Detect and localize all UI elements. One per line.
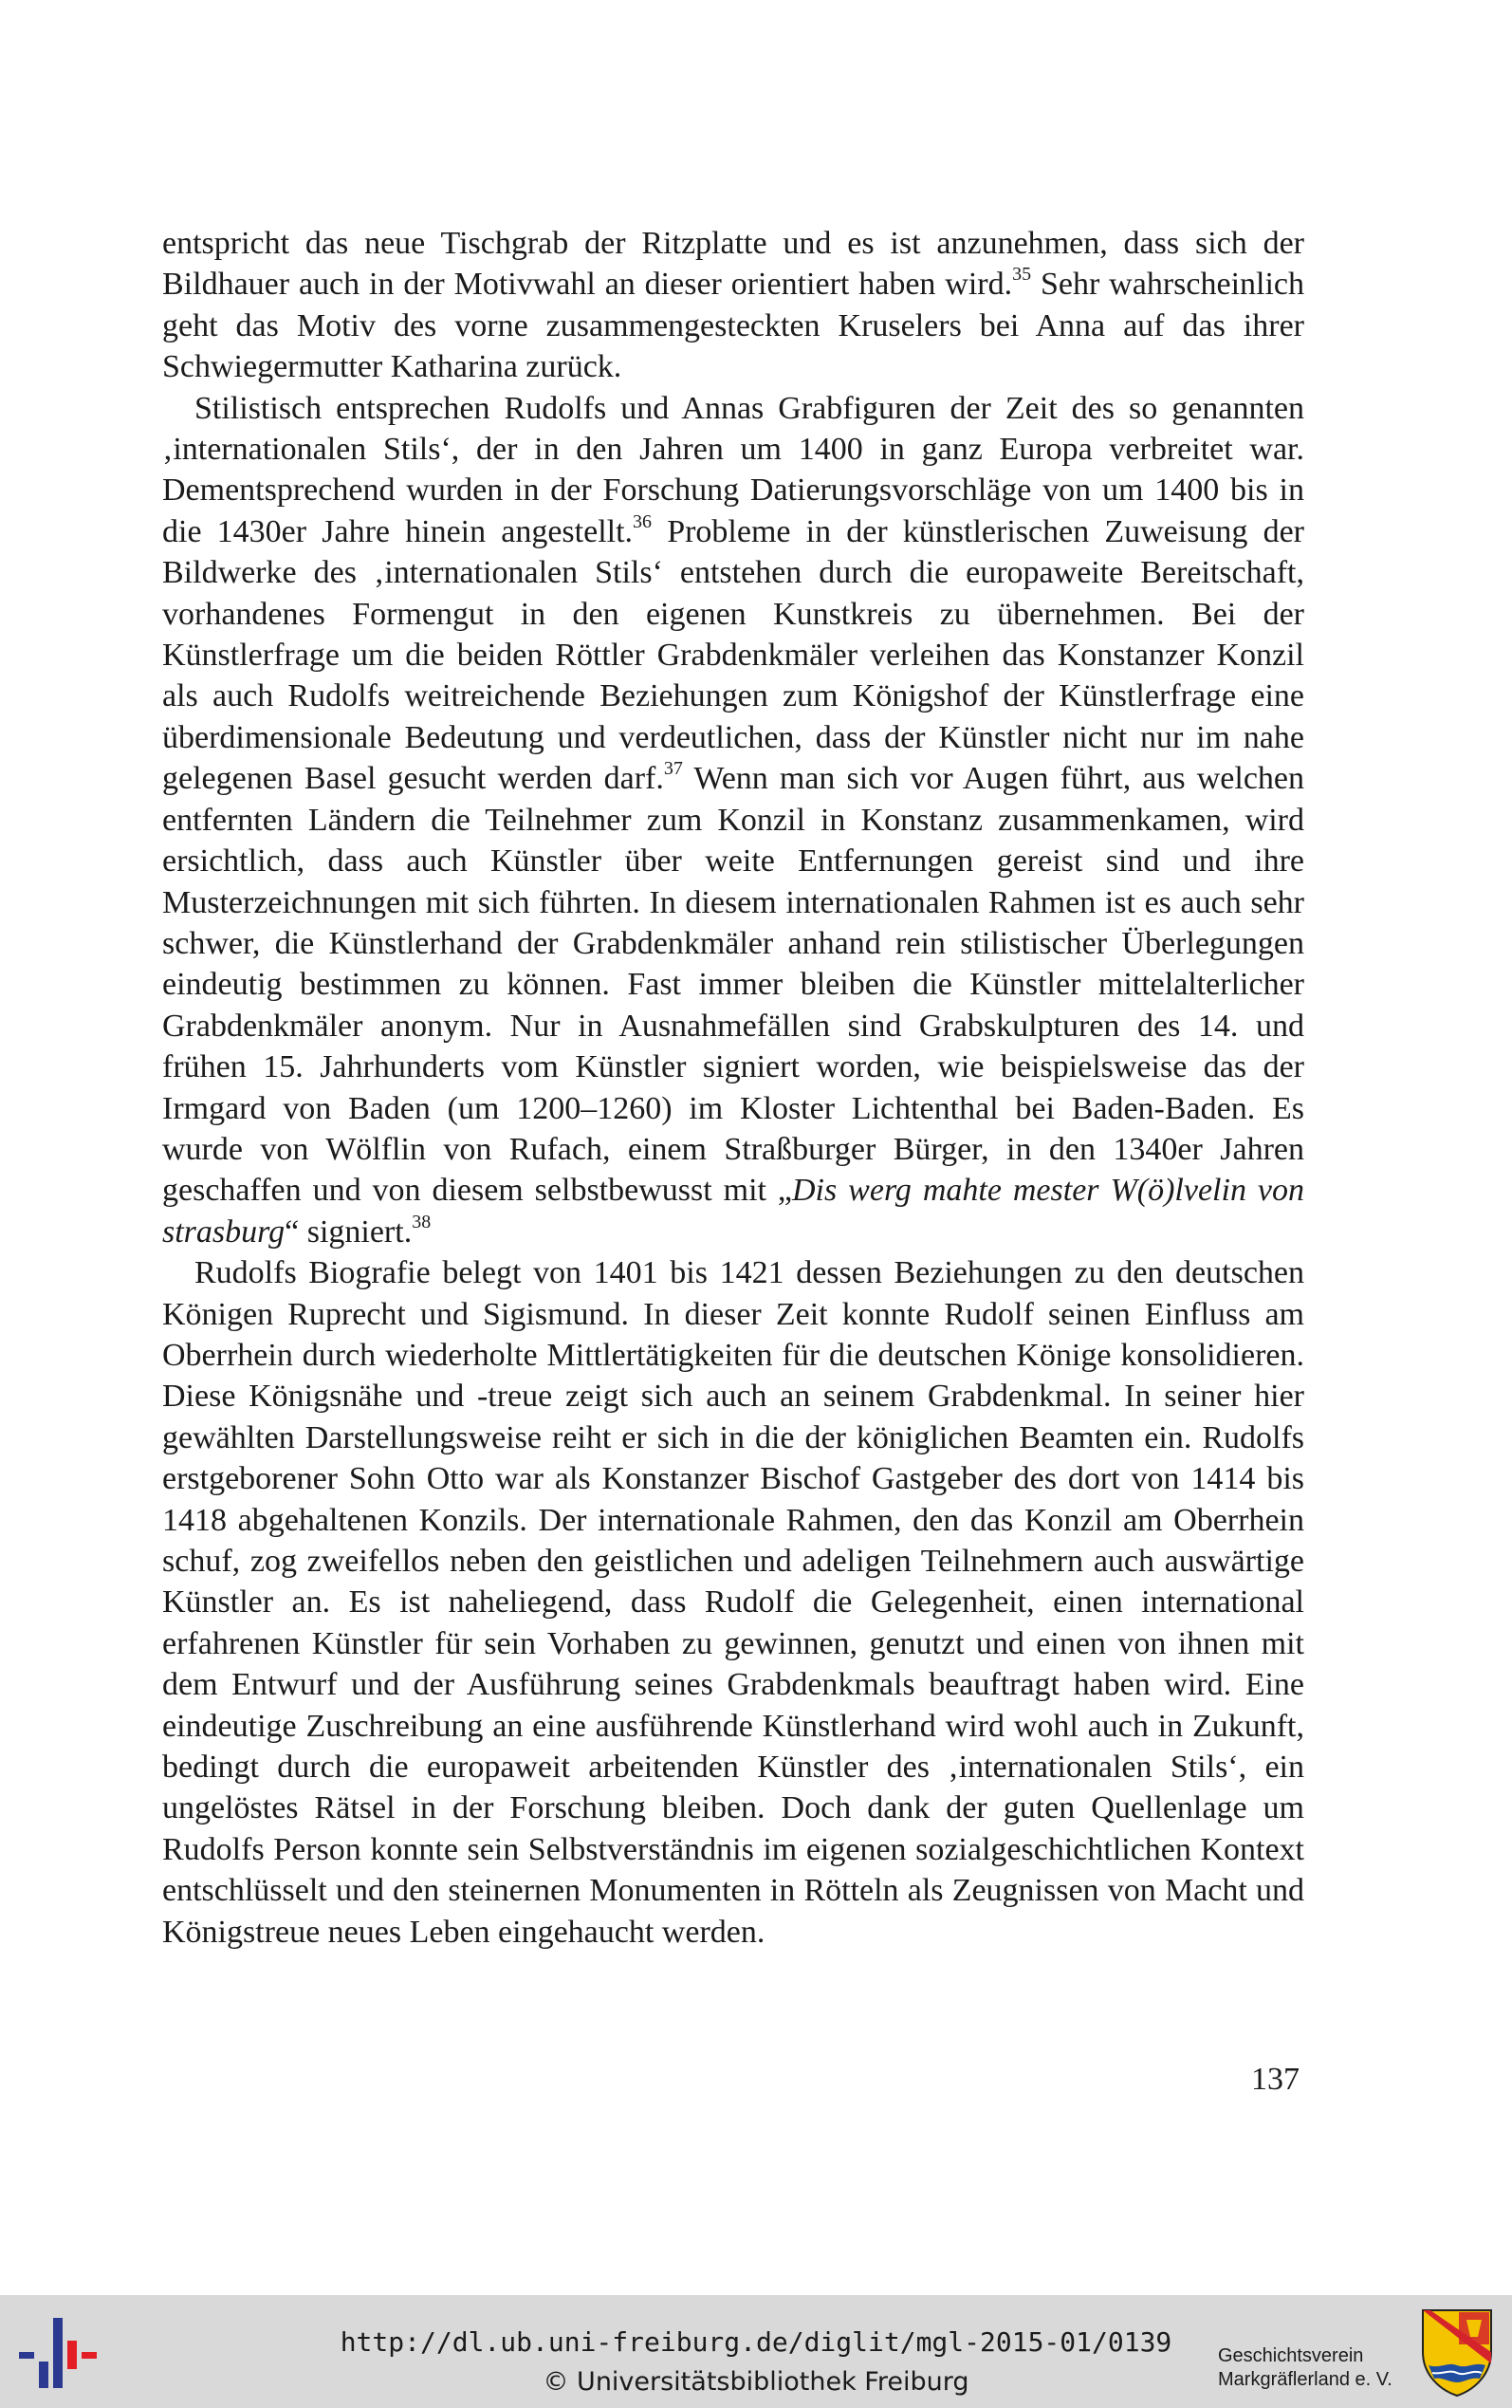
footnote-reference: 36 bbox=[633, 510, 653, 532]
paragraph bbox=[162, 223, 1304, 388]
text-run: Rudolfs Biografie belegt von 1401 bis 1421 dessen Beziehungen zu den deutschen Königen Ruprecht und Sigismund. In dieser Zeit konnte Rudolf seinen Einfluss am Oberrhein durch wiederholte Mittlertätigkeiten für die deutschen Könige konsolidieren. Diese Königsnähe und -treue zeigt sich auch an seinem Grabdenkmal. In seiner hier gewählten Darstellungsweise reiht er sich in die der königlichen Beamten ein. Rudolfs erstgeborener Sohn Otto war als Konstanzer Bischof Gastgeber des dort von 1414 bis 1418 abgehaltenen Konzils. Der internationale Rahmen, den das Konzil am Oberrhein schuf, zog zweifellos neben den geistlichen und adeligen Teilnehmern auch auswärtige Künstler an. Es ist naheliegend, dass Rudolf die Gelegenheit, einen international erfahrenen Künstler für sein Vorhaben zu gewinnen, genutzt und einen von ihnen mit dem Entwurf und der Ausführung seines Grabdenkmals beauftragt haben wird. Eine eindeutige Zuschreibung an eine ausführende Künstlerhand wird wohl auch in Zukunft, bedingt durch die europaweit arbeitenden Künstler des ‚internationalen Stils‘, ein ungelöstes Rätsel in der Forschung bleiben. Doch dank der guten Quellenlage um Rudolfs Person konnte sein Selbstverständnis im eigenen sozialgeschichtlichen Kontext entschlüsselt und den steinernen Monumenten in Rötteln als Zeugnissen von Macht und Königstreue neues Leben eingehaucht werden. bbox=[162, 1255, 1304, 1950]
society-name-line: Markgräflerland e. V. bbox=[1218, 2369, 1392, 2390]
paragraph bbox=[162, 388, 1304, 1253]
paragraph bbox=[162, 1252, 1304, 1953]
page-number: 137 bbox=[1251, 2062, 1300, 2097]
footer-bar bbox=[0, 2295, 1512, 2408]
society-name-line: Geschichtsverein bbox=[1218, 2345, 1364, 2366]
text-run: entspricht das neue Tischgrab der Ritzplatte und es ist anzunehmen, dass sich der Bildhauer auch in der Motivwahl an dieser orientiert haben wird. bbox=[162, 226, 1304, 303]
footnote-reference: 35 bbox=[1012, 264, 1032, 286]
page-body bbox=[162, 223, 1304, 1953]
text-run: Wenn man sich vor Augen führt, aus welchen entfernten Ländern die Teilnehmer zum Konzil in Konstanz zusammenkamen, wird ersichtlich, dass auch Künstler über weite Entfernungen gereist sind und ihre Musterzeichnungen mit sich führten. In diesem internationalen Rahmen ist es auch sehr schwer, die Künstlerhand der Grabdenkmäler anhand rein stilistischer Überlegungen eindeutig bestimmen zu können. Fast immer bleiben die Künstler mittelalterlicher Grabdenkmäler anonym. Nur in Ausnahmefällen sind Grabskulpturen des 14. und frühen 15. Jahrhunderts vom Künstler signiert worden, wie beispielsweise das der Irmgard von Baden (um 1200–1260) im Kloster Lichtenthal bei Baden-Baden. Es wurde von Wölflin von Rufach, einem Straßburger Bürger, in den 1340er Jahren geschaffen und von diesem selbstbewusst mit „ bbox=[162, 761, 1304, 1209]
coat-of-arms-icon bbox=[1419, 2306, 1495, 2398]
footnote-reference: 38 bbox=[412, 1211, 432, 1232]
italic-quote: Dis werg mahte mester W(ö)lvelin von strasburg bbox=[162, 1173, 1304, 1250]
society-name bbox=[1218, 2344, 1394, 2392]
text-run: Sehr wahrscheinlich geht das Motiv des vorne zusammengesteckten Kruselers bei Anna auf das ihrer Schwiegermutter Katharina zurück. bbox=[162, 267, 1304, 385]
text-run: “ signiert. bbox=[285, 1213, 413, 1250]
text-run: Stilistisch entsprechen Rudolfs und Annas Grabfiguren der Zeit des so genannten ‚internationalen Stils‘, der in den Jahren um 1400 in ganz Europa verbreitet war. Dementsprechend wurden in der Forschung Datierungsvorschläge von um 1400 bis in die 1430er Jahre hinein angestellt. bbox=[162, 390, 1304, 549]
text-run: Probleme in der künstlerischen Zuweisung der Bildwerke des ‚internationalen Stils‘ entstehen durch die europaweite Bereitschaft, vorhandenes Formengut in den eigenen Kunstkreis zu übernehmen. Bei der Künstlerfrage um die beiden Röttler Grabdenkmäler verleihen das Konstanzer Konzil als auch Rudolfs weitreichende Beziehungen zum Königshof der Künstlerfrage eine überdimensionale Bedeutung und verdeutlichen, dass der Künstler nicht nur im nahe gelegenen Basel gesucht werden darf. bbox=[162, 513, 1304, 797]
footnote-reference: 37 bbox=[663, 758, 683, 780]
footer-copyright: © Universitätsbibliothek Freiburg bbox=[543, 2367, 969, 2397]
footer-url-link[interactable]: http://dl.ub.uni-freiburg.de/diglit/mgl-2015-01/0139 bbox=[340, 2326, 1172, 2358]
